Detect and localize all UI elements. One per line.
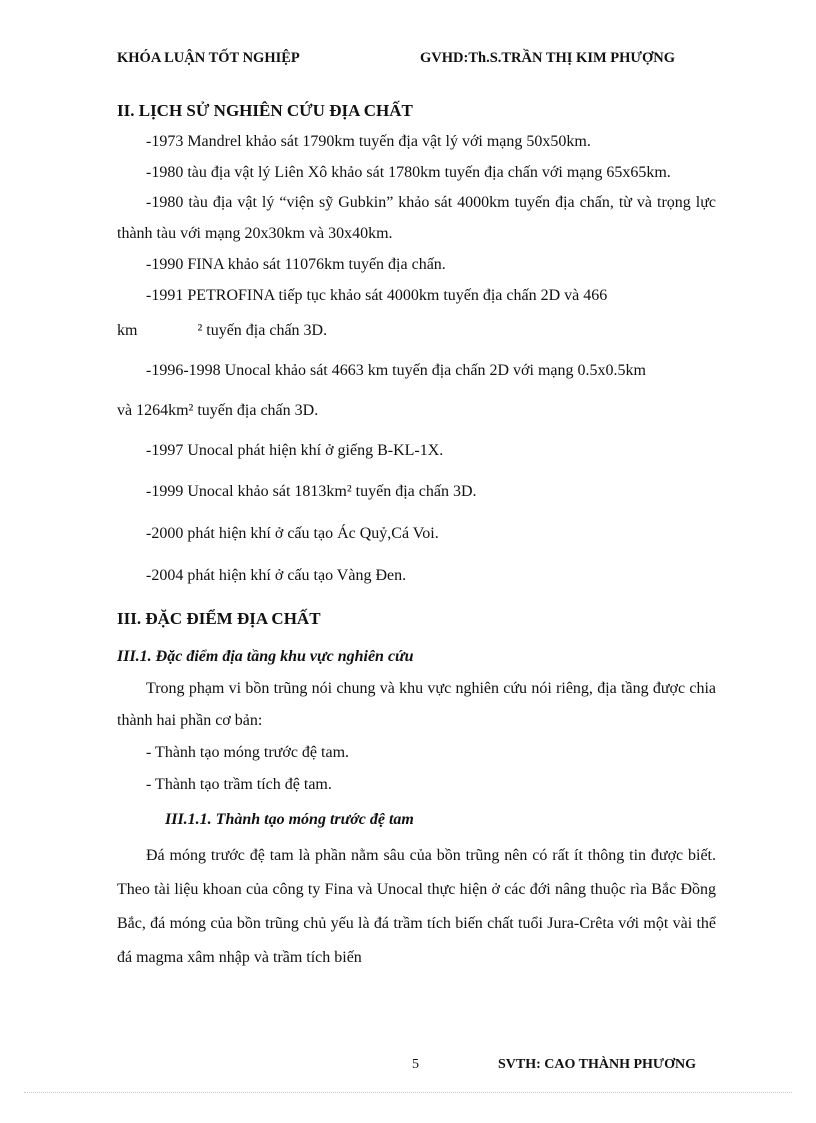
- paragraph-1991-tail: ² tuyến địa chấn 3D.: [197, 322, 328, 339]
- paragraph-2004: -2004 phát hiện khí ở cấu tạo Vàng Đen.: [146, 567, 407, 584]
- paragraph-1999: -1999 Unocal khảo sát 1813km² tuyến địa chấn 3D.: [146, 483, 477, 500]
- page-number: 5: [412, 1057, 419, 1072]
- page-header: [117, 50, 711, 72]
- paragraph-1991-continuation: [117, 311, 716, 351]
- paragraph-1997: -1997 Unocal phát hiện khí ở giếng B-KL-1X.: [146, 442, 444, 459]
- paragraph-stratigraphy-intro: Trong phạm vi bồn trũng nói chung và khu vực nghiên cứu nói riêng, địa tầng được chia thành hai phần cơ bản:: [117, 680, 716, 729]
- header-thesis-title: KHÓA LUẬN TỐT NGHIỆP: [117, 50, 300, 66]
- paragraph-1996-1998-continuation: và 1264km² tuyến địa chấn 3D.: [117, 402, 319, 419]
- paragraph-1991-petrofina: -1991 PETROFINA tiếp tục khảo sát 4000km tuyến địa chấn 2D và 466: [146, 287, 608, 304]
- footer-author: SVTH: CAO THÀNH PHƯƠNG: [498, 1057, 696, 1072]
- paragraph-1996-1998: -1996-1998 Unocal khảo sát 4663 km tuyến địa chấn 2D với mạng 0.5x0.5km: [146, 362, 646, 379]
- section-2-heading: II. LỊCH SỬ NGHIÊN CỨU ĐỊA CHẤT: [117, 101, 413, 120]
- header-supervisor: GVHD:Th.S.TRẦN THỊ KIM PHƯỢNG: [420, 50, 675, 66]
- list-item-sediment: - Thành tạo trầm tích đệ tam.: [146, 776, 332, 793]
- list-item-basement: - Thành tạo móng trước đệ tam.: [146, 744, 350, 761]
- page-content: [117, 96, 716, 975]
- section-3-heading: III. ĐẶC ĐIỂM ĐỊA CHẤT: [117, 609, 321, 628]
- paragraph-1973: -1973 Mandrel khảo sát 1790km tuyến địa vật lý với mạng 50x50km.: [146, 133, 591, 150]
- subsection-3-1-heading: III.1. Đặc điểm địa tầng khu vực nghiên cứu: [117, 648, 414, 665]
- paragraph-2000: -2000 phát hiện khí ở cấu tạo Ác Quỷ,Cá Voi.: [146, 525, 439, 542]
- paragraph-1980-lienxo: -1980 tàu địa vật lý Liên Xô khảo sát 1780km tuyến địa chấn với mạng 65x65km.: [146, 164, 671, 181]
- page-divider: [24, 1092, 792, 1093]
- paragraph-basement: Đá móng trước đệ tam là phần nằm sâu của bồn trũng nên có rất ít thông tin được biết. Theo tài liệu khoan của công ty Fina và Unocal thực hiện ở các đới nâng thuộc rìa Bắc Đồng Bắc, đá móng của bồn trũng chủ yếu là đá trầm tích biến chất tuổi Jura-Crêta với một vài thể đá magma xâm nhập và trầm tích biến: [117, 847, 716, 966]
- paragraph-1980-gubkin: -1980 tàu địa vật lý “viện sỹ Gubkin” khảo sát 4000km tuyến địa chấn, từ và trọng lực thành tàu với mạng 20x30km và 30x40km.: [117, 194, 716, 242]
- subsection-3-1-1-heading: III.1.1. Thành tạo móng trước đệ tam: [165, 811, 414, 828]
- page-footer: [0, 1057, 816, 1077]
- unit-km: km: [117, 322, 138, 339]
- paragraph-1990-fina: -1990 FINA khảo sát 11076km tuyến địa chấn.: [146, 256, 446, 273]
